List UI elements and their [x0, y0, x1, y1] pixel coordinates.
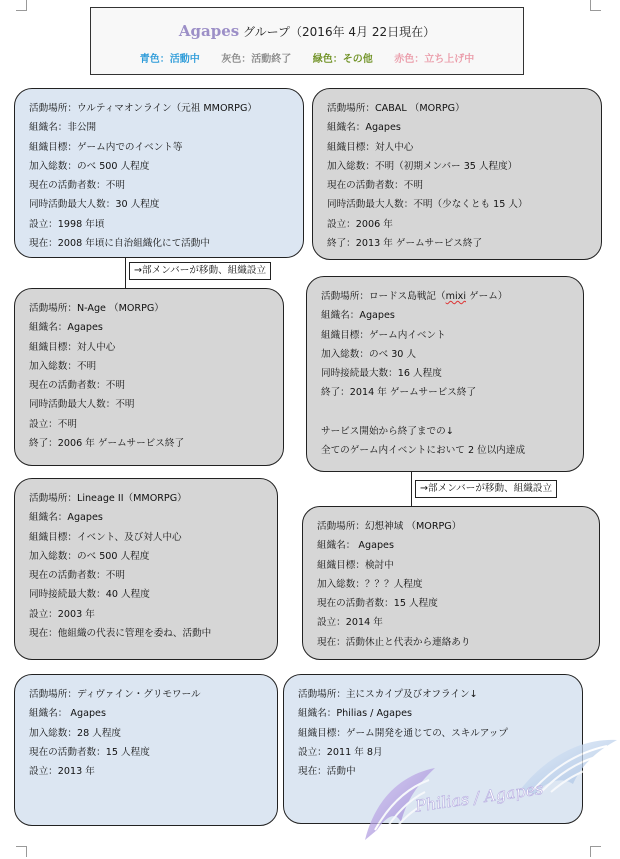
lodoss-line-2: 組織名：Agapes: [321, 310, 395, 322]
page-title: [91, 22, 523, 40]
cabal-line-1: 活動場所：CABAL （MORPG）: [327, 103, 465, 114]
nage-line-1: 活動場所：N-Age （MORPG）: [29, 303, 164, 314]
box-cabal: [312, 88, 602, 260]
header-box: [90, 7, 524, 75]
cabal-line-7: 設立：2006 年: [327, 218, 393, 230]
cabal-line-3: 組織目標：対人中心: [327, 141, 414, 153]
corner-mark-top-left: [16, 0, 27, 11]
lineage-line-1: 活動場所：Lineage II（MMORPG）: [29, 493, 187, 504]
ultima-line-4: 加入総数：のべ 500 人程度: [29, 160, 150, 172]
lineage-line-5: 現在の活動者数：不明: [29, 570, 125, 582]
cabal-line-5: 現在の活動者数：不明: [327, 180, 423, 192]
lineage-line-4: 加入総数：のべ 500 人程度: [29, 550, 150, 562]
lodoss-line-8: サービス開始から終了までの↓: [321, 425, 454, 437]
lodoss-line-9: 全てのゲーム内イベントにおいて 2 位以内達成: [321, 445, 526, 457]
corner-mark-bottom-left: [16, 846, 27, 857]
divine-line-4: 現在の活動者数：15 人程度: [29, 746, 150, 758]
member-move-note-1: →部メンバーが移動、組織設立: [129, 262, 271, 280]
color-legend: [91, 50, 523, 65]
ultima-line-5: 現在の活動者数：不明: [29, 180, 125, 192]
genso-line-2: 組織名： Agapes: [317, 540, 394, 552]
connector-lodoss-to-genso: [411, 472, 412, 506]
cabal-line-2: 組織名：Agapes: [327, 122, 401, 134]
box-lodoss: [306, 276, 584, 472]
lodoss-line-7: [321, 403, 583, 422]
cabal-line-6: 同時活動最大人数：不明（少なくとも 15 人）: [327, 199, 528, 211]
lodoss-line-4: 加入総数：のべ 30 人: [321, 348, 417, 360]
skype-line-5: 現在：活動中: [298, 766, 356, 778]
lineage-line-8: 現在：他組織の代表に管理を委ね、活動中: [29, 628, 212, 640]
lodoss-line-5: 同時接続最大数：16 人程度: [321, 368, 442, 380]
skype-line-1: 活動場所：主にスカイプ及びオフライン↓: [298, 689, 478, 700]
lodoss-line-1-suffix: ゲーム）: [465, 291, 508, 302]
nage-line-8: 終了：2006 年 ゲームサービス終了: [29, 438, 185, 450]
skype-line-4: 設立：2011 年 8月: [298, 746, 383, 758]
lodoss-line-1-prefix: 活動場所：ロードス島戦記（: [321, 291, 446, 302]
lodoss-line-1: [321, 287, 583, 306]
lineage-line-2: 組織名：Agapes: [29, 512, 103, 524]
lodoss-line-6: 終了：2014 年 ゲームサービス終了: [321, 387, 477, 399]
lodoss-line-3: 組織目標：ゲーム内イベント: [321, 329, 446, 341]
lineage-line-3: 組織目標：イベント、及び対人中心: [29, 531, 182, 543]
member-move-note-2: →部メンバーが移動、組織設立: [415, 480, 557, 498]
cabal-line-4: 加入総数：不明（初期メンバー 35 人程度）: [327, 160, 518, 172]
divine-line-2: 組織名： Agapes: [29, 708, 106, 720]
legend-other: 緑色：その他: [312, 54, 373, 65]
connector-ultima-to-nage: [125, 258, 126, 288]
box-divine-grimoire: [14, 674, 278, 826]
genso-line-6: 設立：2014 年: [317, 617, 383, 629]
nage-line-2: 組織名：Agapes: [29, 322, 103, 334]
lodoss-mixi-word: mixi: [445, 291, 466, 302]
cabal-line-8: 終了：2013 年 ゲームサービス終了: [327, 238, 483, 250]
genso-line-5: 現在の活動者数：15 人程度: [317, 598, 438, 610]
watermark-text: Philias / Agapes: [413, 778, 545, 816]
philias-agapes-watermark-logo: [355, 730, 615, 850]
box-lineage-2: [14, 478, 278, 660]
nage-line-5: 現在の活動者数：不明: [29, 380, 125, 392]
genso-line-3: 組織目標：検討中: [317, 559, 394, 571]
legend-active: 青色：活動中: [139, 54, 200, 65]
nage-line-7: 設立：不明: [29, 418, 77, 430]
divine-line-3: 加入総数：28 人程度: [29, 727, 122, 739]
box-ultima-online: [14, 88, 304, 258]
lineage-line-6: 同時接続最大数：40 人程度: [29, 589, 150, 601]
nage-line-6: 同時活動最大人数：不明: [29, 399, 135, 411]
ultima-line-3: 組織目標：ゲーム内でのイベント等: [29, 141, 183, 153]
ultima-line-2: 組織名：非公開: [29, 122, 97, 134]
ultima-line-1: 活動場所：ウルティマオンライン（元祖 MMORPG）: [29, 103, 257, 114]
nage-line-4: 加入総数：不明: [29, 360, 97, 372]
brand-name: Agapes: [178, 22, 240, 40]
title-text: グループ（2016年 4月 22日現在）: [239, 25, 436, 39]
genso-line-1: 活動場所：幻想神域 （MORPG）: [317, 521, 462, 532]
genso-line-7: 現在：活動休止と代表から連絡あり: [317, 636, 471, 648]
divine-line-1: 活動場所：ディヴァイン・グリモワール: [29, 689, 201, 700]
ultima-line-6: 同時活動最大人数：30 人程度: [29, 199, 160, 211]
nage-line-3: 組織目標：対人中心: [29, 341, 116, 353]
skype-line-3: 組織目標：ゲーム開発を通じての、スキルアップ: [298, 727, 508, 739]
ultima-line-7: 設立：1998 年頃: [29, 218, 105, 230]
box-genso-shiniki: [302, 506, 600, 660]
ultima-line-8: 現在：2008 年頃に自治組織化にて活動中: [29, 238, 210, 250]
legend-ended: 灰色：活動終了: [221, 54, 292, 65]
skype-line-2: 組織名：Philias / Agapes: [298, 708, 412, 720]
box-n-age: [14, 288, 284, 466]
legend-starting: 赤色：立ち上げ中: [394, 54, 475, 65]
lineage-line-7: 設立：2003 年: [29, 608, 95, 620]
divine-line-5: 設立：2013 年: [29, 766, 95, 778]
genso-line-4: 加入総数：？？？人程度: [317, 578, 423, 590]
corner-mark-top-right: [590, 0, 601, 11]
